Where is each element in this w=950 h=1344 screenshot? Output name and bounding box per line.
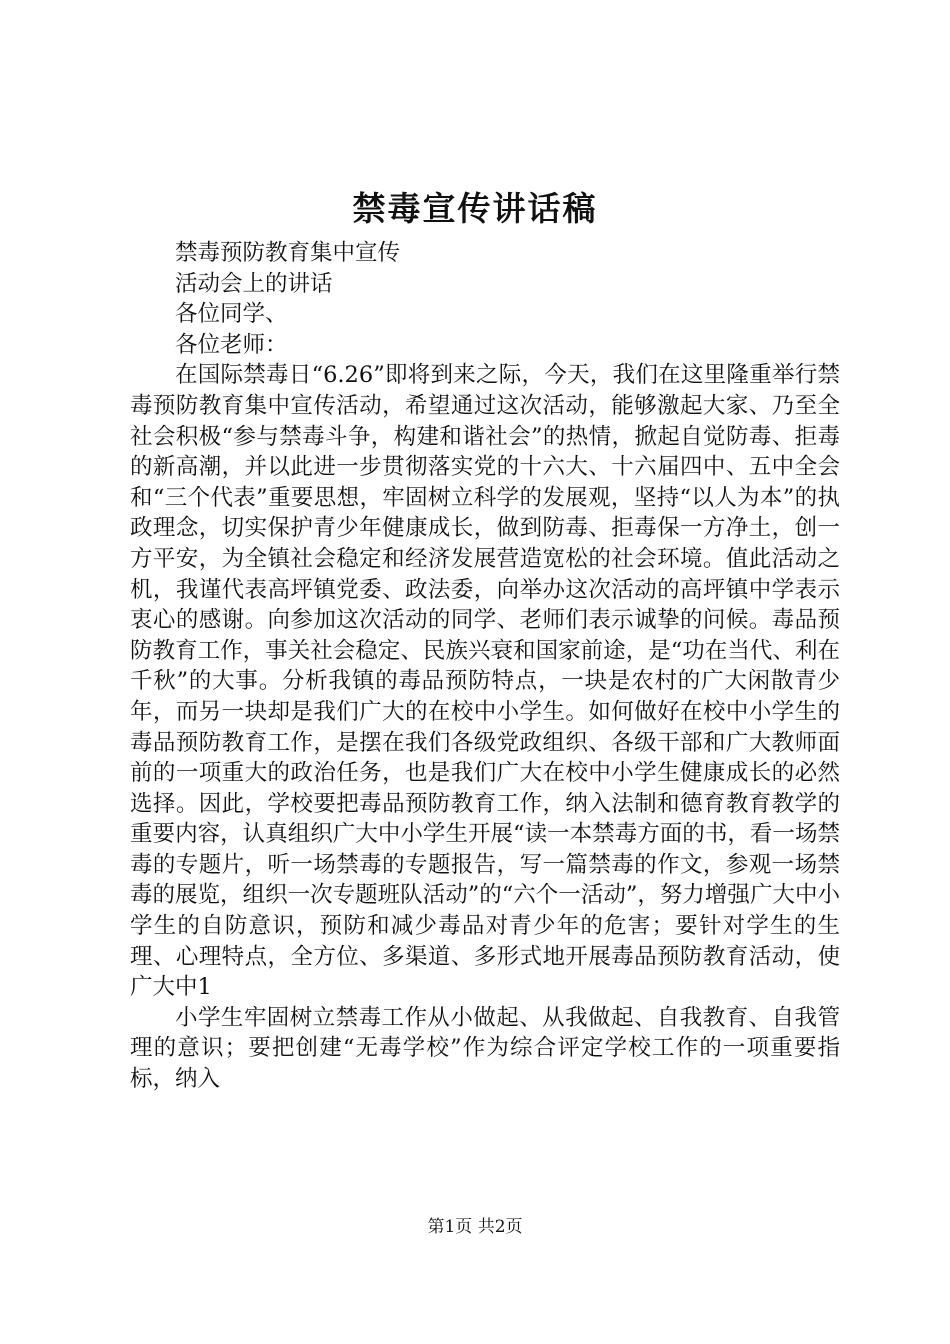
paragraph-subtitle-line-1: 禁毒预防教育集中宣传 <box>175 240 401 266</box>
page-footer: 第1页 共2页 <box>427 1217 523 1237</box>
paragraph-salutation-teachers: 各位老师： <box>175 331 288 358</box>
paragraph-subtitle-line-2: 活动会上的讲话 <box>175 270 333 297</box>
document-body <box>130 238 840 1095</box>
paragraph-continuation: 小学生牢固树立禁毒工作从小做起、从我做起、自我教育、自我管理的意识；要把创建“无毒学校”作为综合评定学校工作的一项重要指标，纳入 <box>130 1004 840 1093</box>
paragraph-salutation-students: 各位同学、 <box>175 301 288 328</box>
document-title: 禁毒宣传讲话稿 <box>352 189 598 228</box>
paragraph-main-speech: 在国际禁毒日“6.26”即将到来之际，今天，我们在这里隆重举行禁毒预防教育集中宣传活动，希望通过这次活动，能够激起大家、乃至全社会积极“参与禁毒斗争，构建和谐社会”的热情，掀起自觉防毒、拒毒的新高潮，并以此进一步贯彻落实党的十六大、十六届四中、五中全会和“三个代表”重要思想，牢固树立科学的发展观，坚持“以人为本”的执政理念，切实保护青少年健康成长，做到防毒、拒毒保一方净土，创一方平安，为全镇社会稳定和经济发展营造宽松的社会环境。值此活动之机，我谨代表高坪镇党委、政法委，向举办这次活动的高坪镇中学表示衷心的感谢。向参加这次活动的同学、老师们表示诚挚的问候。毒品预防教育工作，事关社会稳定、民族兴衰和国家前途，是“功在当代、利在千秋”的大事。分析我镇的毒品预防特点，一块是农村的广大闲散青少年，而另一块却是我们广大的在校中小学生。如何做好在校中小学生的毒品预防教育工作，是摆在我们各级党政组织、各级干部和广大教师面前的一项重大的政治任务，也是我们广大在校中小学生健康成长的必然选择。因此，学校要把毒品预防教育工作，纳入法制和德育教育教学的重要内容，认真组织广大中小学生开展“读一本禁毒方面的书，看一场禁毒的专题片，听一场禁毒的专题报告，写一篇禁毒的作文，参观一场禁毒的展览，组织一次专题班队活动”的“六个一活动”，努力增强广大中小学生的自防意识，预防和减少毒品对青少年的危害；要针对学生的生理、心理特点，全方位、多渠道、多形式地开展毒品预防教育活动，使广大中1 <box>130 362 840 1001</box>
